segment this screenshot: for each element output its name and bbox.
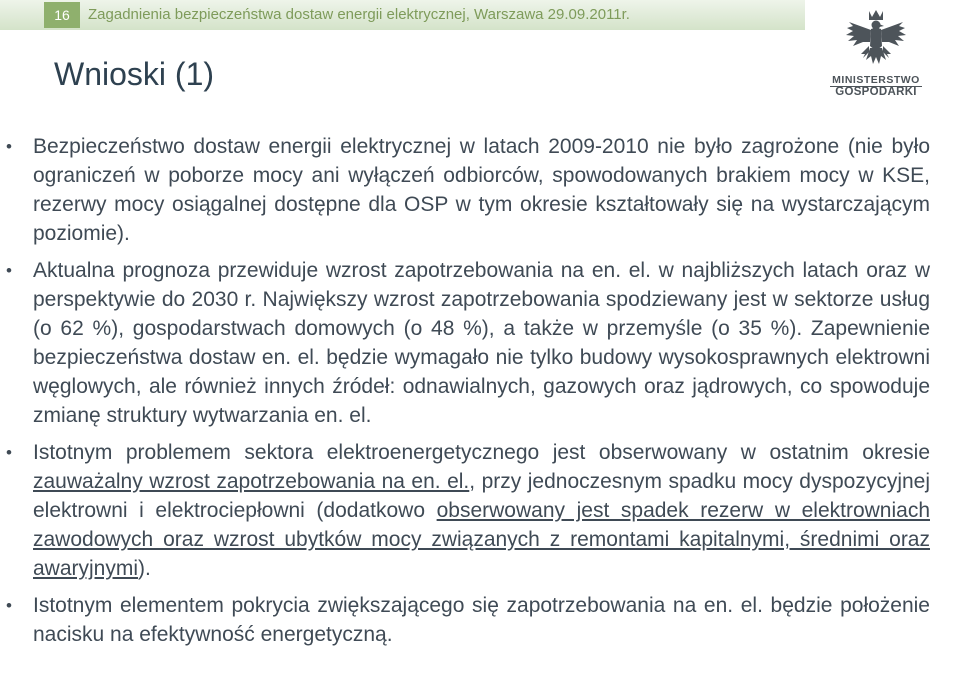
bullet-list [0, 132, 960, 657]
slide-title: Wnioski (1) [54, 56, 215, 92]
bullet-item-4 [6, 591, 930, 649]
bullet-item-1 [6, 132, 930, 248]
bullet-dot-icon: • [6, 596, 12, 615]
bullet-text-3-part1: Istotnym problemem sektora elektroenergetycznego jest obserwowany w ostatnim okresie [33, 441, 930, 464]
bullet-text-3-underlined-1: zauważalny wzrost zapotrzebowania na en. el. [33, 470, 470, 493]
page-number: 16 [44, 2, 80, 28]
eagle-emblem-icon [845, 8, 907, 70]
bullet-dot-icon: • [6, 137, 12, 156]
bullet-item-3 [6, 438, 931, 583]
bullet-text-4: Istotnym elementem pokrycia zwiększającego się zapotrzebowania na en. el. będzie położenie nacisku na efektywność energetyczną. [33, 594, 930, 646]
bullet-dot-icon: • [6, 443, 12, 462]
bullet-text-3-part3: , przy jednoczesnym spadku mocy dyspozycyjnej elektrowni i elektrociepłowni (dodatkowo [33, 470, 931, 522]
bullet-text-1: Bezpieczeństwo dostaw energii elektrycznej w latach 2009-2010 nie było zagrożone (nie było ograniczeń w poborze mocy ani wyłączeń odbiorców, spowodowanych brakiem mocy w KSE, rezerwy mocy osiągalnej dostępne dla OSP w tym okresie kształtowały się na wystarczającym poziomie). [33, 135, 930, 245]
bullet-item-2 [6, 256, 930, 430]
bullet-dot-icon: • [6, 261, 12, 280]
logo-text-gospodarki: GOSPODARKI [835, 86, 917, 98]
bullet-text-3-part5: ). [138, 557, 151, 580]
bullet-text-3-underlined-2: obserwowany jest spadek rezerw w elektrowniach zawodowych oraz wzrost ubytków mocy związanych z remontami kapitalnymi, średnimi oraz awaryjnymi [33, 499, 930, 580]
ministry-logo [826, 8, 926, 100]
logo-text-ministerstwo: MINISTERSTWO [832, 74, 920, 86]
header-bar [0, 0, 805, 30]
bullet-text-2: Aktualna prognoza przewiduje wzrost zapotrzebowania na en. el. w najbliższych latach oraz w perspektywie do 2030 r. Największy wzrost zapotrzebowania spodziewany jest w sektorze usług (o 62 %), gospodarstwach domowych (o 48 %), a także w przemyśle (o 35 %). Zapewnienie bezpieczeństwa dostaw en. el. będzie wymagało nie tylko budowy wysokosprawnych elektrowni węglowych, ale również innych źródeł: odnawialnych, gazowych oraz jądrowych, co spowoduje zmianę struktury wytwarzania en. el. [33, 259, 930, 427]
header-subtitle: Zagadnienia bezpieczeństwa dostaw energii elektrycznej, Warszawa 29.09.2011r. [88, 6, 630, 23]
